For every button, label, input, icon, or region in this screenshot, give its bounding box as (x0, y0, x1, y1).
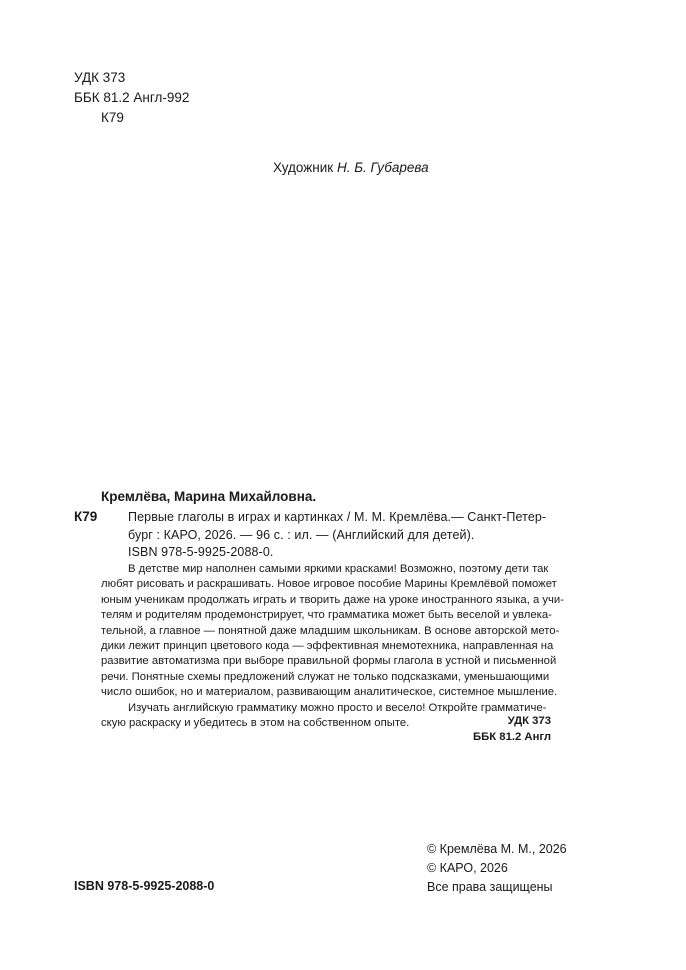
annotation-line: телям и родителям продемонстрирует, что грамматика может быть веселой и увлека- (101, 609, 552, 622)
annotation-line: число ошибок, но и материалом, развивающим аналитическое, системное мышление. (101, 686, 558, 699)
reference-line: ISBN 978-5-9925-2088-0. (128, 545, 274, 559)
rights-reserved: Все права защищены (427, 880, 553, 894)
artist-credit (273, 160, 429, 175)
annotation-line: любят рисовать и раскрашивать. Новое игровое пособие Марины Кремлёвой поможет (101, 578, 557, 591)
record-bbk: ББК 81.2 Англ (473, 731, 551, 743)
annotation-line: скую раскраску и убедитесь в этом на собственном опыте. (101, 717, 410, 730)
footer-isbn: ISBN 978-5-9925-2088-0 (74, 879, 215, 893)
record-udk: УДК 373 (507, 715, 551, 727)
annotation-line: дики лежит принцип цветового кода — эффективная мнемотехника, направленная на (101, 640, 554, 653)
top-author-mark: К79 (101, 110, 124, 125)
artist-label: Художник (273, 160, 334, 175)
top-udk: УДК 373 (74, 70, 126, 85)
annotation-line: В детстве мир наполнен самыми яркими красками! Возможно, поэтому дети так (128, 563, 549, 575)
annotation-line: Изучать английскую грамматику можно просто и весело! Откройте грамматиче- (128, 701, 547, 714)
annotation-line: юным ученикам продолжать играть и творить даже на уроке иностранного языка, а учи- (101, 593, 565, 606)
reference-line: Первые глаголы в играх и картинках / М. М. Кремлёва.— Санкт-Петер- (128, 510, 547, 524)
record-annotation (101, 562, 564, 731)
copyright-author: © Кремлёва М. М., 2026 (427, 842, 567, 856)
artist-name: Н. Б. Губарева (336, 160, 429, 175)
record-author: Кремлёва, Марина Михайловна. (101, 489, 317, 504)
annotation-line: тельной, а главное — понятной даже младшим школьникам. В основе авторской мето- (101, 624, 560, 637)
annotation-line: развитие автоматизма при выборе правильной формы глагола в устной и письменной (101, 655, 557, 668)
copyright-publisher: © КАРО, 2026 (427, 861, 508, 875)
reference-line: бург : КАРО, 2026. — 96 с. : ил. — (Английский для детей). (128, 527, 475, 542)
record-reference (128, 509, 546, 562)
top-bbk: ББК 81.2 Англ-992 (74, 90, 190, 105)
annotation-line: речи. Понятные схемы предложений служат не только подсказками, уменьшающими (101, 670, 550, 683)
record-author-mark: К79 (74, 509, 98, 524)
